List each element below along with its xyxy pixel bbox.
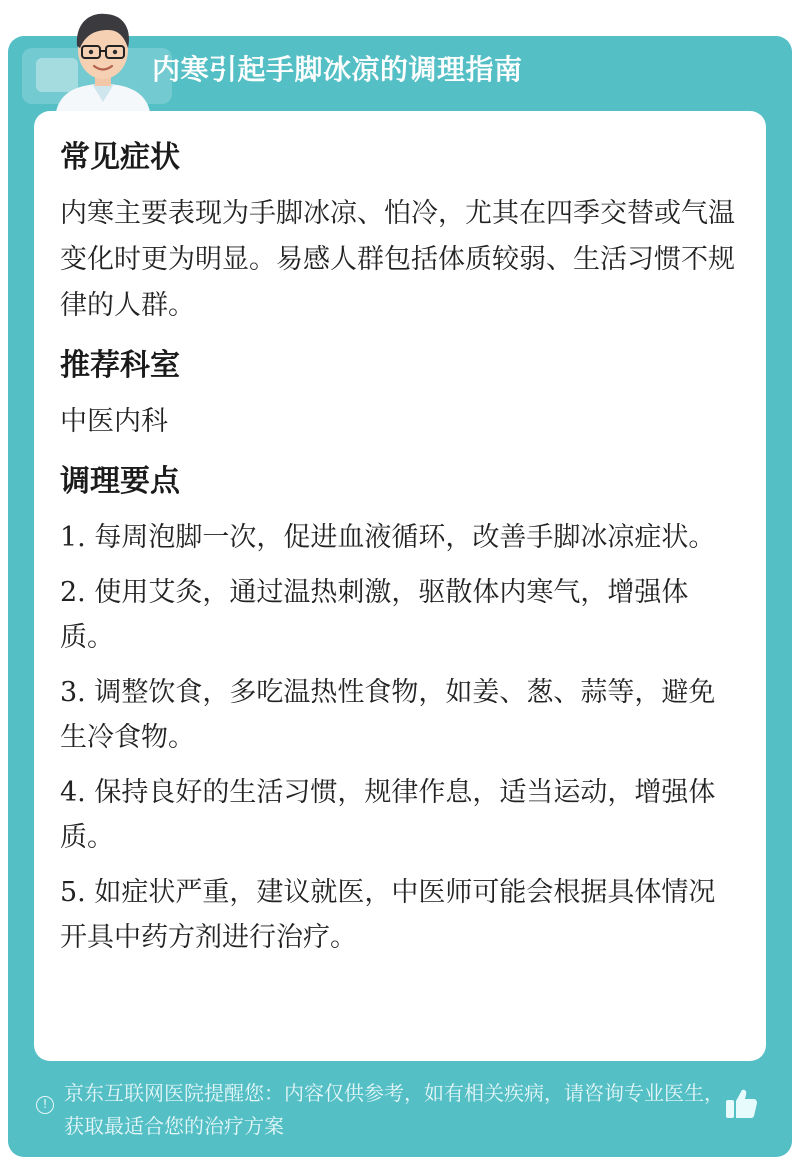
tip-item-4 bbox=[60, 770, 740, 860]
department-text: 中医内科 bbox=[60, 406, 168, 437]
section-heading-tips: 调理要点 bbox=[60, 464, 180, 499]
tip-text: 保持良好的生活习惯，规律作息，适当运动，增强体质。 bbox=[60, 777, 716, 853]
tip-text: 调整饮食，多吃温热性食物，如姜、葱、蒜等，避免生冷食物。 bbox=[60, 677, 716, 753]
section-heading-symptoms: 常见症状 bbox=[60, 140, 180, 175]
tip-text: 如症状严重，建议就医，中医师可能会根据具体情况开具中药方剂进行治疗。 bbox=[60, 877, 716, 953]
doctor-avatar-icon bbox=[48, 6, 158, 112]
info-icon: ! bbox=[36, 1096, 54, 1114]
tip-number: 1. bbox=[60, 522, 86, 553]
tip-item-3 bbox=[60, 670, 740, 760]
page-title: 内寒引起手脚冰凉的调理指南 bbox=[152, 53, 523, 86]
content-body bbox=[60, 133, 740, 970]
tip-item-1 bbox=[60, 515, 740, 560]
tip-item-5 bbox=[60, 870, 740, 960]
tip-number: 5. bbox=[60, 877, 86, 908]
tip-text: 使用艾灸，通过温热刺激，驱散体内寒气，增强体质。 bbox=[60, 577, 689, 653]
tip-number: 4. bbox=[60, 777, 86, 808]
thumbs-up-icon[interactable] bbox=[722, 1084, 760, 1122]
content-card bbox=[34, 111, 766, 1061]
tip-number: 2. bbox=[60, 577, 86, 608]
section-heading-department: 推荐科室 bbox=[60, 348, 180, 383]
footer-disclaimer: 京东互联网医院提醒您：内容仅供参考，如有相关疾病，请咨询专业医生，获取最适合您的治疗方案 bbox=[64, 1081, 724, 1138]
tip-item-2 bbox=[60, 570, 740, 660]
symptoms-text: 内寒主要表现为手脚冰凉、怕冷，尤其在四季交替或气温变化时更为明显。易感人群包括体质较弱、生活习惯不规律的人群。 bbox=[60, 198, 735, 321]
tip-number: 3. bbox=[60, 677, 86, 708]
tip-text: 每周泡脚一次，促进血液循环，改善手脚冰凉症状。 bbox=[94, 522, 716, 553]
